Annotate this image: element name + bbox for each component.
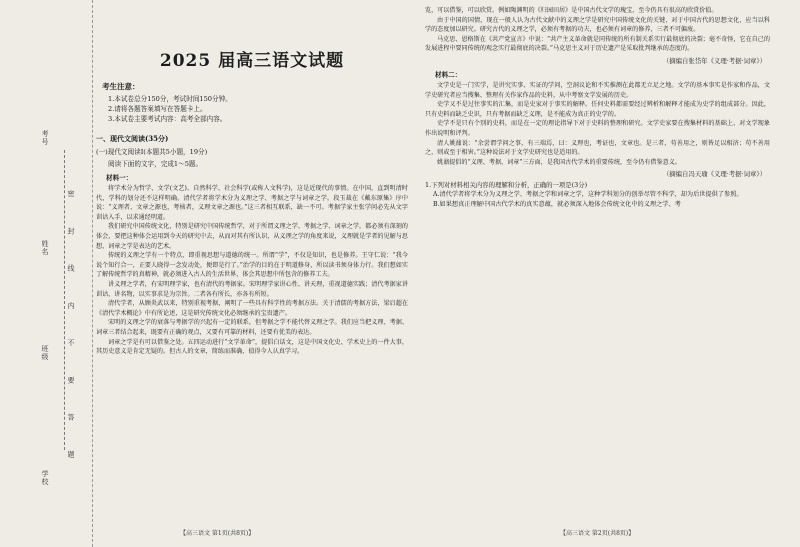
name-label: 姓名: [41, 240, 49, 256]
exam-title: 2025 届高三语文试题: [159, 51, 345, 71]
reading-instruction: 阅读下面的文字，完成1～5题。: [108, 160, 203, 168]
passage-paragraph: 我们研究中国传统文化，特别是研究中国传统哲学，对于所谓义理之学、考据之学、词章之学，都必须有深刻的体会，要把这种体会运用到今天的研究中去，从而对其有所认识，从义理之学的角度来说，义理就是学者的见解与思想，词章之学是表达的艺术。: [96, 223, 408, 250]
passage-paragraph: 清人姚鼐说：“余尝谓学问之事，有三端焉，曰：义理也，考证也，文章也。是三者，苟善用之，则皆足以相济；苟不善用之，则或至于相害。”这种说法对于文学史研究也是适用的。: [425, 139, 770, 157]
passage-paragraph: 由于中国的国情，现在一般人认为古代文献中的义理之学是研究中国传统文化的关键，对于中国古代的思想文化，应当以科学的态度加以研究。研究古代的义理之学，必须有考据的功夫，也必须有词章的修养，三者不可偏废。: [425, 16, 770, 34]
notice-item: 3.本试卷主要考试内容：高考全部内容。: [108, 115, 227, 123]
passage-paragraph: 将学术分为哲学、文学(文艺)、自然科学、社会科学(或称人文科学)，这是近现代的事情。在中国，直到明清时代，学科的划分还不这样明确。清代学者将学术分为义理之学、考据之学与词章之学。段玉裁在《戴东原集》序中说：“义理者，文章之源也，考核者，义理文章之源也。”这三者相互联系，缺一不可。考据学家主张学问必先从文字训诂入手，以求通经明道。: [96, 185, 408, 221]
page-footer-left: 【高三语文 第1页(共8页)】: [180, 530, 255, 537]
seal-line-text: 密 封 线 内 不 要 答 题: [67, 190, 75, 472]
seal-line: [64, 150, 65, 450]
sub-section-heading: (一)现代文阅读Ⅰ(本题共5小题，19分): [96, 148, 208, 156]
notice-item: 1.本试卷总分150分，考试时间150分钟。: [108, 95, 232, 103]
option-b: B.如果想真正理解中国古代学术的真实意蕴，就必须深入地体会传统文化中的义理之学、考: [433, 201, 681, 209]
page-two-column: [425, 6, 770, 528]
notice-heading: 考生注意：: [102, 82, 140, 91]
section-heading: 一、现代文阅读(35分): [96, 134, 169, 143]
passage-paragraph: 史学不是只有个别的史料，而是在一定的理论指导下对于史料的整理和研究。文学史家要在搜集材料的基础上，对文学现象作出说明和评判。: [425, 120, 770, 137]
passage-paragraph: 清代学者，从顾炎武以来，特别重视考据，阐明了一些具有科学性的考据方法。关于清儒的考据方法，梁启超在《清代学术概论》中有所论述，这是研究传统文化必须继承的宝贵遗产。: [96, 300, 408, 317]
notice-item: 2.请将各题答案填写在答题卡上。: [108, 105, 207, 113]
passage-paragraph: 传统的义理之学有一个特点，即重视思想与道德的统一。所谓“学”，不仅是知识，也是修养。王守仁说：“我今说个知行合一，正要人晓得一念发动处，便即是行了。”治学的目的在于明道修身，所以读书须身体力行。我们想如实了解传统哲学的真精神，就必须进入古人的生活世界，体会其思想中所包含的修养工夫。: [96, 252, 408, 279]
passage-paragraph: 文学史是一门实学，是讲究实事、实证的学问，空洞议论和不实推测在此都无立足之地。文学的基本事实是作家和作品，文学史研究者应当搜集、整理有关作家作品的史料，从中考察文学发展的历史。: [425, 81, 770, 99]
material-one-label: 材料一：: [106, 174, 133, 182]
passage-paragraph: 览，可以借鉴，可以欣赏。例如陶渊明的《归园田居》是中国古代文学的瑰宝，至今仍具有很高的欣赏价值。: [425, 7, 718, 14]
passage-paragraph: 词章之学是有可以借鉴之处。五四运动进行“文学革命”，提倡白话文，这是中国文化史、学术史上的一件大事，其历史意义是肯定无疑的。但古人的文章，简练而准确，值得今人认真学习。: [96, 338, 408, 356]
passage-paragraph: 史学又不是过往事实的汇集，而是史家对于事实的解释。任何史料都需要经过辨析和解释才能成为史学的组成部分。因此，只有史料而缺乏史识，只有考据而缺乏义理，是不能成为真正的史学的。: [425, 101, 770, 118]
passage-paragraph: 马克思、恩格斯在《共产党宣言》中说：“共产主义革命就是同传统的所有制关系实行最彻底的决裂；毫不奇怪，它在自己的发展进程中要同传统的观念实行最彻底的决裂。”马克思主义对于历史遗产是采取批判继承的态度的。: [425, 35, 770, 53]
exam-no-label: 考号: [41, 130, 49, 146]
citation: （摘编自冯天瑜《义理·考据·词章》）: [662, 170, 766, 179]
material-two-label: 材料二：: [435, 70, 462, 79]
binding-margin: [0, 0, 93, 547]
passage-paragraph: 姚鼐提倡的“义理、考据、词章”三方面，是我国古代学术的重要传统，至今仍有借鉴意义。: [437, 158, 681, 166]
passage-paragraph: 讲义理之学者，有宋明理学家，也有清代的考据家。宋明理学家讲心性、讲天理，重视道德实践；清代考据家讲训诂、讲名物，以实事求是为宗旨。二者各有所长，亦各有所短。: [96, 280, 408, 298]
school-label: 学校: [41, 470, 49, 486]
citation: （摘编自张岱年《义理·考据·词章》）: [662, 56, 766, 65]
page-one-column: [96, 6, 408, 528]
page-footer-right: 【高三语文 第2页(共8页)】: [560, 530, 635, 537]
class-label: 班级: [41, 345, 49, 361]
option-a: A.清代学者将学术分为义理之学、考据之学和词章之学，这种学科划分的创举尽管不科学，却为后世提供了参照。: [433, 191, 743, 199]
question-stem: 1.下列对材料相关内容的理解和分析，正确的一项是(3分): [425, 181, 588, 190]
passage-paragraph: 宋明的义理之学的衰落与考据学的兴起有一定的联系，但考据之学不能代替义理之学。我们应当把义理、考据、词章三者结合起来，既要有正确的观点，又要有可靠的材料，还要有优美的表达。: [96, 319, 408, 336]
